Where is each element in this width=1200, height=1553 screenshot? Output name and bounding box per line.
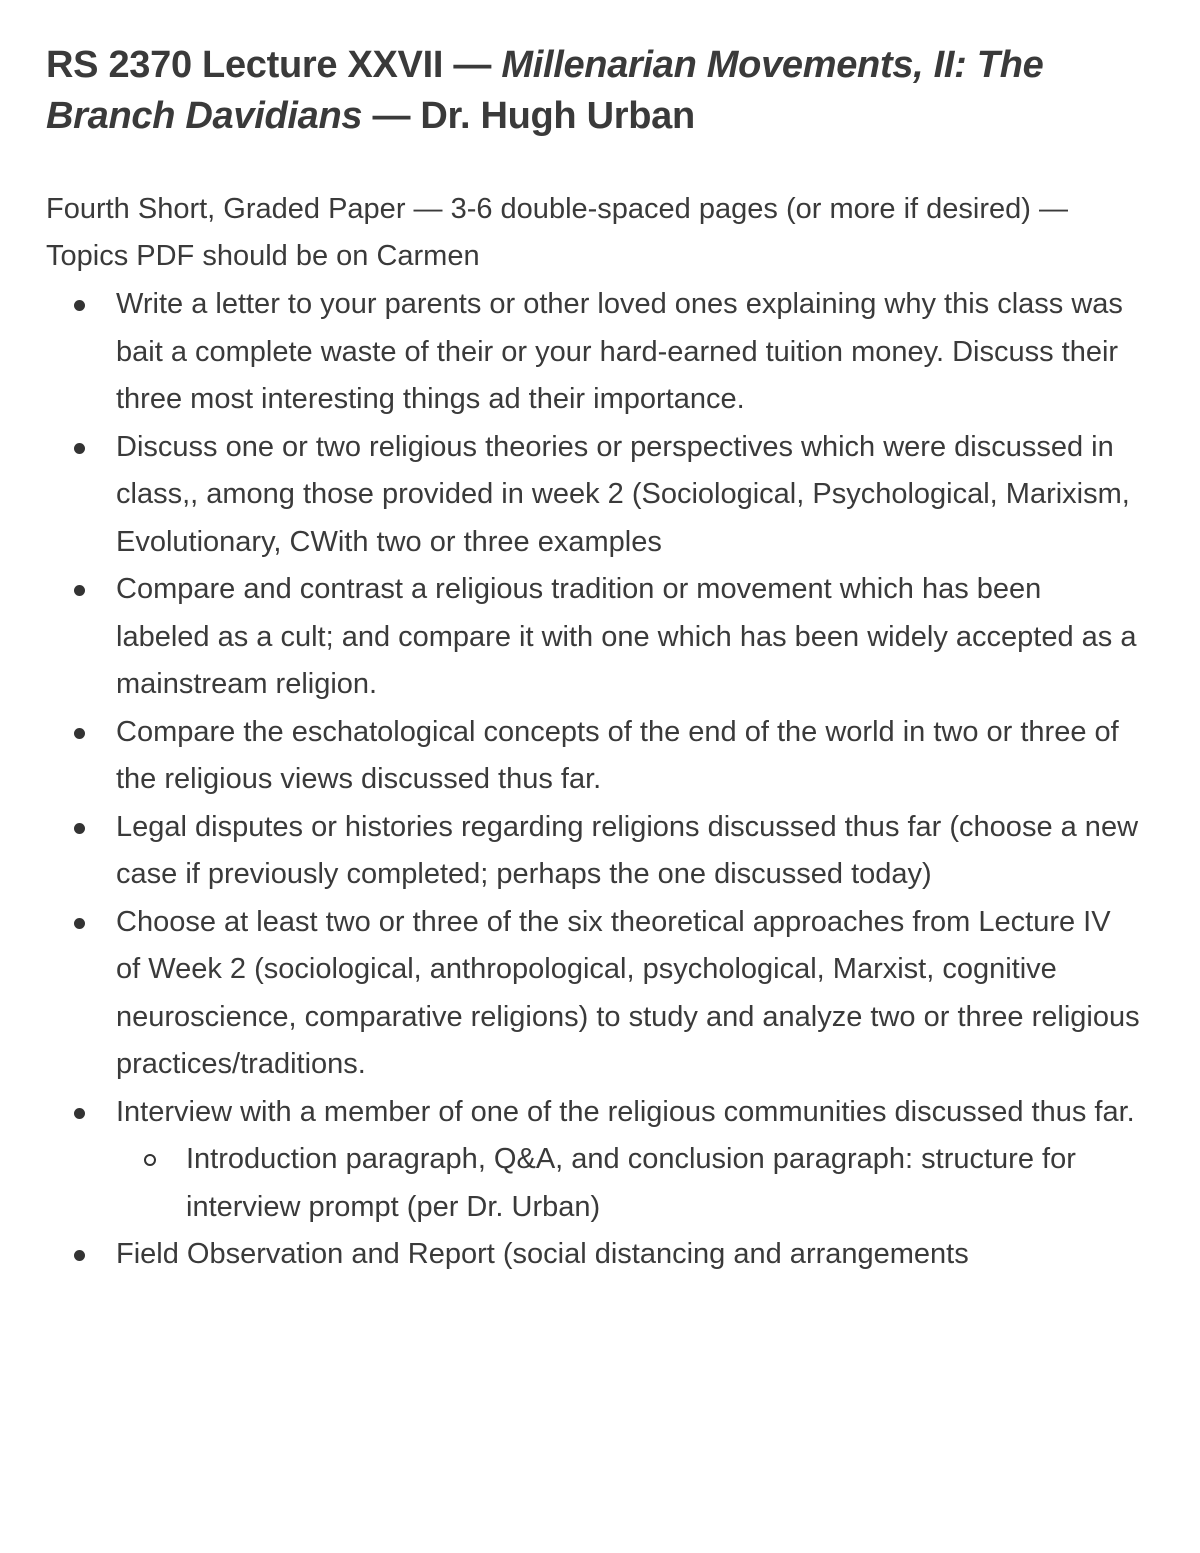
bullet-icon <box>74 300 85 311</box>
list-item <box>46 281 1140 424</box>
bullet-icon <box>74 1250 85 1261</box>
list-item <box>46 804 1140 899</box>
list-item <box>46 1089 1140 1232</box>
list-item <box>46 566 1140 709</box>
page-title <box>46 40 1140 142</box>
intro-paragraph: Fourth Short, Graded Paper — 3-6 double-spaced pages (or more if desired) — Topics PDF should be on Carmen <box>46 193 1068 272</box>
list-item-text: Choose at least two or three of the six theoretical approaches from Lecture IV of Week 2 (sociological, anthropological, psychological, Marxist, cognitive neuroscience, comparative religions) to study and analyze two or three religious practices/traditions. <box>116 905 1140 1080</box>
list-item <box>46 424 1140 567</box>
list-item-text: Write a letter to your parents or other loved ones explaining why this class was bait a complete waste of their or your hard-earned tuition money. Discuss their three most interesting things ad their importance. <box>116 288 1123 415</box>
title-course: RS 2370 Lecture XXVII — <box>46 44 502 86</box>
bullet-icon <box>74 1108 85 1119</box>
title-suffix: — Dr. Hugh Urban <box>362 95 695 137</box>
bullet-icon <box>74 823 85 834</box>
list-item-text: Discuss one or two religious theories or perspectives which were discussed in class,, among those provided in week 2 (Sociological, Psychological, Marixism, Evolutionary, CWith two or three examples <box>116 430 1130 558</box>
list-item <box>46 709 1140 804</box>
bullet-icon <box>74 443 85 454</box>
list-item-text: Interview with a member of one of the religious communities discussed thus far. <box>116 1095 1135 1128</box>
bullet-icon <box>74 585 85 596</box>
bullet-icon <box>74 728 85 739</box>
list-item-text: Field Observation and Report (social distancing and arrangements <box>116 1238 969 1270</box>
list-item-text: Compare the eschatological concepts of the end of the world in two or three of the religious views discussed thus far. <box>116 715 1119 795</box>
list-item <box>46 1231 1140 1279</box>
hollow-bullet-icon <box>144 1154 156 1166</box>
topics-list <box>46 281 1140 1279</box>
interview-sublist <box>116 1136 1140 1231</box>
sublist-item <box>116 1136 1140 1231</box>
bullet-icon <box>74 918 85 929</box>
title-italic: Millenarian Movements, II: The Branch Davidians <box>46 44 1044 137</box>
list-item <box>46 899 1140 1089</box>
sublist-item-text: Introduction paragraph, Q&A, and conclusion paragraph: structure for interview prompt (per Dr. Urban) <box>186 1143 1076 1223</box>
list-item-text: Legal disputes or histories regarding religions discussed thus far (choose a new case if previously completed; perhaps the one discussed today) <box>116 810 1139 890</box>
list-item-text: Compare and contrast a religious tradition or movement which has been labeled as a cult; and compare it with one which has been widely accepted as a mainstream religion. <box>116 573 1137 700</box>
